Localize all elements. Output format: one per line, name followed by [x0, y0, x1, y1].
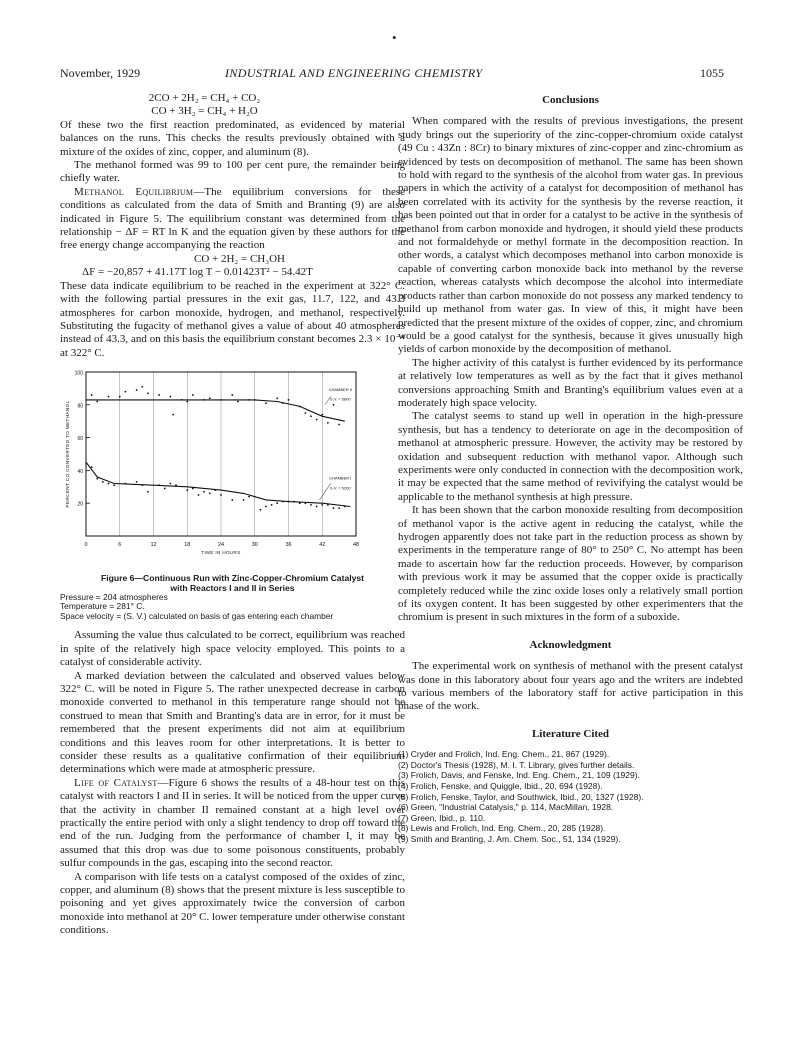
figure-note: Pressure = 204 atmospheres: [60, 591, 168, 602]
data-point: [214, 489, 216, 491]
paragraph: These data indicate equilibrium to be reached in the experiment at 322° C. with the following partial pressures in the exit gas, 11.7, 122, and 43.3 atmospheres for carbon monoxide, hydrogen, and methanol, respectively. Substituting the fugacity of methanol gives a value of about 40 atmospheres instead of 43.3, and on this basis the equilibrium constant becomes 2.3 × 10⁻⁴ at 322° C.: [60, 279, 405, 359]
series-curve-chamber-ii: [86, 400, 345, 421]
paragraph: The catalyst seems to stand up well in operation in the high-pressure synthesis, but has a tendency to deteriorate on age in the decomposition of methanol at atmospheric pressure. However, the activity may be restored by oxidation and subsequent reduction with methanol vapor. Although such experiments were only conducted in connection with the decomposition work, it may be expected that the same method of revivifying the catalyst would be applicable to the methanol synthesis at high pressure.: [398, 410, 743, 503]
paragraph: The higher activity of this catalyst is further evidenced by its performance at relatively low temperatures as well as by the fact that it gives methanol conversions approaching Smith and Branting's equilibrium values even at a moderately high space velocity.: [398, 356, 743, 409]
reference-item: (6) Green, "Industrial Catalysis," p. 114, MacMillan, 1928.: [398, 802, 614, 813]
chart-annotation: S.V. = 5200: [329, 485, 351, 491]
paragraph: Methanol Equilibrium—The equilibrium conversions for these conditions as calculated from the data of Smith and Branting (9) are also indicated in Figure 5. The equilibrium constant was determined from the relationship − ΔF = RT ln K and the equation given by these authors for the free energy change accompanying the reaction: [60, 185, 406, 252]
data-point: [344, 506, 346, 508]
data-point: [96, 401, 98, 403]
header-journal: INDUSTRIAL AND ENGINEERING CHEMISTRY: [225, 66, 483, 80]
paragraph: It has been shown that the carbon monoxide resulting from decomposition of methanol vapor is the active agent in reducing the catalyst, while the hydrogen apparently does not take part in the reduction process as shown by experiments in the temperature range of 80° to 250° C. No attempt has been made to ascertain how far the reduction proceeds. However, by comparison with previous work it may be assumed that the copper oxide is practically completely reduced while the zinc oxide loses only a relatively small portion of its oxygen content. It has been suggested by other experimenters that the chromium is present in such mixtures in the form of a suboxide.: [398, 504, 743, 624]
data-point: [254, 496, 256, 498]
paragraph: A marked deviation between the calculated and observed values below 322° C. will be noted in Figure 5. The rather unexpected decrease in carbon monoxide converted to methanol in this temperature range should not be construed to mean that Smith and Branting's data are in error, for it must be remembered that the present experiments did not aim at equilibrium conditions and this leaves room for other interpretations. It is better to consider these results as a qualitative confirmation of their equilibrium determinations which were made at atmospheric pressure.: [60, 669, 405, 776]
right-column: [398, 92, 743, 845]
data-point: [175, 484, 177, 486]
data-point: [192, 488, 194, 490]
data-point: [276, 502, 278, 504]
data-point: [259, 509, 261, 511]
section-run-in-head: Methanol Equilibrium: [74, 185, 194, 198]
data-point: [136, 389, 138, 391]
data-point: [91, 394, 93, 396]
y-tick-label: 20: [77, 501, 83, 508]
data-point: [265, 506, 267, 508]
figure-6-chart: [60, 368, 405, 568]
y-tick-label: 60: [77, 436, 83, 443]
y-axis-label: PERCENT CO CONVERTED TO METHANOL: [65, 400, 70, 508]
data-point: [254, 399, 256, 401]
data-point: [316, 419, 318, 421]
data-point: [203, 491, 205, 493]
x-tick-label: 48: [352, 542, 360, 549]
data-point: [91, 466, 93, 468]
data-point: [220, 494, 222, 496]
x-tick-label: 42: [319, 542, 326, 549]
data-point: [333, 507, 335, 509]
data-point: [169, 396, 171, 398]
paragraph: Assuming the value thus calculated to be correct, equilibrium was reached in spite of the relatively high space velocity employed. This points to a catalyst of considerable activity.: [60, 629, 405, 669]
data-point: [113, 484, 115, 486]
data-point: [108, 483, 110, 485]
data-point: [198, 494, 200, 496]
data-point: [181, 399, 183, 401]
section-title: Literature Cited: [531, 727, 610, 740]
data-point: [276, 397, 278, 399]
data-point: [231, 394, 233, 396]
y-tick-label: 80: [77, 403, 83, 410]
data-point: [192, 394, 194, 396]
data-point: [102, 481, 104, 483]
data-point: [164, 488, 166, 490]
data-point: [147, 491, 149, 493]
data-point: [316, 506, 318, 508]
y-tick-label: 100: [74, 370, 83, 377]
data-point: [186, 489, 188, 491]
data-point: [231, 499, 233, 501]
figure-caption: Figure 6—Continuous Run with Zinc-Copper-Chromium Catalyst: [100, 572, 365, 583]
data-point: [169, 483, 171, 485]
data-point: [282, 402, 284, 404]
data-point: [119, 396, 121, 398]
x-tick-label: 12: [150, 542, 157, 549]
data-point: [304, 412, 306, 414]
data-point: [237, 401, 239, 403]
data-point: [321, 504, 323, 506]
data-point: [338, 424, 340, 426]
x-tick-label: 24: [217, 542, 225, 549]
equation-1: 2CO + 2H₂ = CH₄ + CO₂: [148, 92, 261, 104]
x-tick-label: 6: [118, 542, 122, 549]
x-tick-label: 0: [84, 542, 88, 549]
chart-annotation: S.V. = 5600: [329, 396, 351, 402]
paragraph: The methanol formed was 99 to 100 per cent pure, the remainder being chiefly water.: [60, 159, 405, 185]
data-point: [243, 499, 245, 501]
data-point: [108, 396, 110, 398]
reference-item: (7) Green, Ibid., p. 110.: [398, 812, 486, 823]
chart-annotation: CHAMBER I: [329, 475, 352, 481]
figure-note: Temperature = 281° C.: [60, 601, 145, 612]
data-point: [141, 386, 143, 388]
data-point: [209, 493, 211, 495]
data-point: [293, 501, 295, 503]
section-run-in-head: Life of Catalyst: [74, 776, 158, 789]
reference-item: (5) Frolich, Fenske, Taylor, and Southwick, Ibid., 20, 1327 (1928).: [398, 791, 644, 802]
data-point: [248, 399, 250, 401]
header-date: November, 1929: [60, 66, 141, 80]
data-point: [271, 504, 273, 506]
data-point: [147, 393, 149, 395]
data-point: [327, 504, 329, 506]
chart-annotation: CHAMBER II: [328, 386, 352, 392]
data-point: [288, 399, 290, 401]
header-page-number: 1055: [700, 66, 724, 80]
section-title: Acknowledgment: [529, 638, 612, 651]
section-title: Conclusions: [542, 94, 599, 106]
data-point: [96, 478, 98, 480]
figure-note: Space velocity = (S. V.) calculated on basis of gas entering each chamber: [60, 610, 334, 621]
paragraph: When compared with the results of previous investigations, the present study brings out the superiority of the zinc-copper-chromium oxide catalyst (49 Cu : 43Zn : 8Cr) to binary mixtures of zinc-copper and zinc-chromium as evidenced by tests on decomposition of methanol. The same has been shown to hold with regard to the synthesis of the alcohol from water gas. In previous papers in which the activity of a catalyst for decomposition of methanol has been correlated with its activity for the synthesis by the reverse reaction, it has been pointed out that in order for a catalyst to be active in the synthesis of methanol from carbon monoxide and hydrogen, it should yield these products and not formaldehyde or methyl formate in the decomposition reaction. In other words, a catalyst which decomposes methanol into carbon monoxide is capable of converting carbon monoxide back into methanol by the reverse reaction, whereas catalysts which decompose the alcohol into intermediate products rather than carbon monoxide do not possess any marked tendency to build up methanol from water gas. In view of this, it might have been predicted that the present mixture of the oxides of copper, zinc, and chromium would be a good catalyst for the synthesis, because it gives unusually high yields of carbon monoxide by the decomposition of methanol.: [398, 115, 743, 356]
data-point: [209, 397, 211, 399]
reference-item: (8) Lewis and Frolich, Ind. Eng. Chem., 20, 285 (1928).: [398, 823, 606, 834]
data-point: [310, 504, 312, 506]
data-point: [220, 399, 222, 401]
paragraph: Of these two the first reaction predominated, as evidenced by material balances on the runs. This checks the results previously obtained with a mixture of the oxides of zinc, copper, and aluminum (8).: [60, 118, 405, 158]
data-point: [338, 507, 340, 509]
data-point: [158, 484, 160, 486]
equation-4: ΔF = −20,857 + 41.17T log T − 0.01423T² − 54.42T: [82, 266, 313, 279]
left-column: [60, 92, 405, 938]
paragraph: The experimental work on synthesis of methanol with the present catalyst was done in this laboratory about four years ago and the writers are indebted to various members of the laboratory staff for active participation in this phase of the work.: [398, 660, 743, 713]
data-point: [282, 501, 284, 503]
figure-caption: with Reactors I and II in Series: [170, 582, 295, 593]
data-point: [172, 414, 174, 416]
data-point: [124, 391, 126, 393]
data-point: [158, 394, 160, 396]
data-point: [248, 496, 250, 498]
data-point: [203, 399, 205, 401]
data-point: [327, 422, 329, 424]
data-point: [304, 502, 306, 504]
data-point: [299, 502, 301, 504]
data-point: [299, 406, 301, 408]
paragraph: A comparison with life tests on a catalyst composed of the oxides of zinc, copper, and aluminum (8) shows that the present mixture is less susceptible to poisoning and yet gives approximately twice the conversion of carbon monoxide into methanol at 20° C. lower temperature under otherwise constant conditions.: [60, 870, 406, 937]
reference-item: (9) Smith and Branting, J. Am. Chem. Soc., 51, 134 (1929).: [398, 834, 621, 845]
data-point: [124, 483, 126, 485]
x-tick-label: 30: [251, 542, 258, 549]
reference-item: (3) Frolich, Davis, and Fenske, Ind. Eng. Chem., 21, 109 (1929).: [398, 770, 640, 781]
top-mark: •: [392, 30, 397, 45]
data-point: [288, 501, 290, 503]
x-tick-label: 18: [184, 542, 191, 549]
data-point: [321, 414, 323, 416]
data-point: [265, 402, 267, 404]
data-point: [310, 416, 312, 418]
reference-item: (1) Cryder and Frolich, Ind. Eng. Chem., 21, 867 (1929).: [398, 749, 610, 760]
data-point: [136, 481, 138, 483]
data-point: [186, 401, 188, 403]
data-point: [333, 404, 335, 406]
reference-item: (4) Frolich, Fenske, and Quiggle, Ibid., 20, 694 (1928).: [398, 781, 603, 792]
y-tick-label: 40: [77, 469, 83, 476]
figure-6: [60, 368, 405, 621]
reference-item: (2) Doctor's Thesis (1928), M. I. T. Library, gives further details.: [398, 759, 635, 770]
annotation-leader: [319, 484, 330, 500]
equation-2: CO + 3H₂ = CH₄ + H₂O: [151, 105, 258, 118]
data-point: [141, 484, 143, 486]
equation-3: CO + 2H₂ = CH₃OH: [194, 252, 285, 265]
x-tick-label: 36: [285, 542, 292, 549]
paragraph: Life of Catalyst—Figure 6 shows the results of a 48-hour test on this catalyst with reactors I and II in series. It will be noticed from the upper curve that the activity in chamber II remained constant at a high level over practically the entire period with only a slight tendency to drop off toward the end of the run. Judging from the performance of chamber I, it may be assumed that this drop was due to some poisonous constituents, probably sulfur compounds in the gas, escaping into the second reactor.: [60, 776, 405, 870]
x-axis-label: TIME IN HOURS: [201, 550, 241, 556]
references-list: [398, 749, 743, 844]
